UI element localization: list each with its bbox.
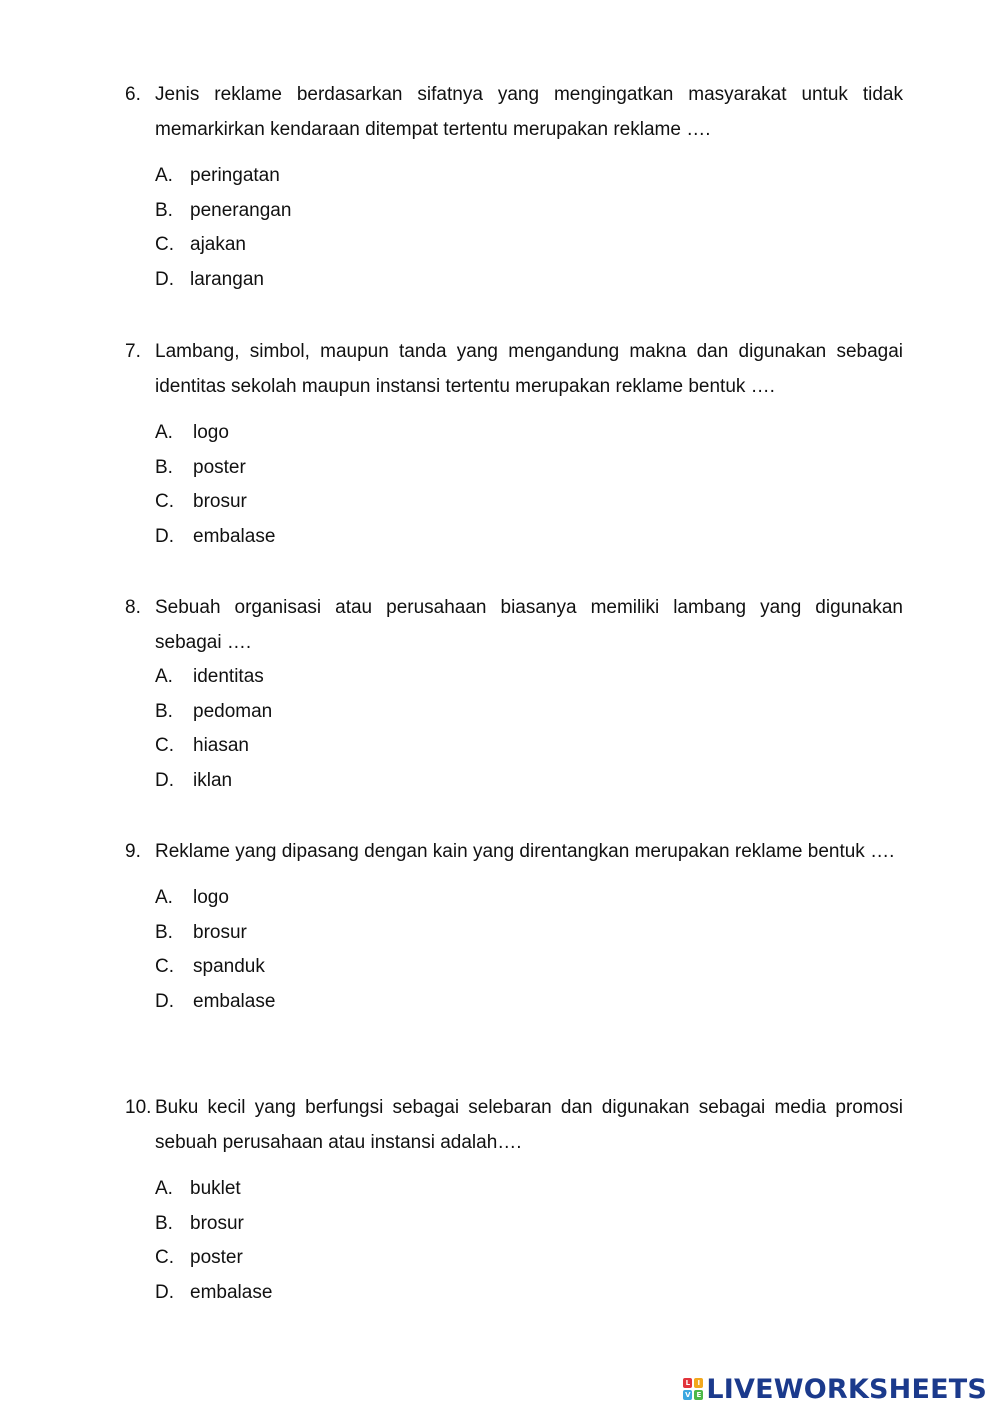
question-10 bbox=[125, 1090, 903, 1311]
option-b[interactable] bbox=[155, 1207, 903, 1242]
option-letter: A. bbox=[155, 422, 173, 443]
option-letter: A. bbox=[155, 1178, 173, 1199]
option-c[interactable] bbox=[155, 1241, 903, 1276]
question-6 bbox=[125, 77, 903, 298]
answer-options bbox=[155, 416, 903, 555]
question-number: 8. bbox=[125, 597, 141, 618]
option-b[interactable] bbox=[155, 194, 903, 229]
option-text: poster bbox=[190, 1247, 243, 1269]
option-b[interactable] bbox=[155, 451, 903, 486]
option-letter: B. bbox=[155, 1212, 173, 1234]
option-a[interactable] bbox=[155, 416, 903, 451]
logo-tile-e: E bbox=[694, 1390, 703, 1400]
option-c[interactable] bbox=[155, 729, 903, 764]
question-text: Sebuah organisasi atau perusahaan biasanya memiliki lambang yang digunakan sebagai …. bbox=[155, 597, 903, 653]
question-number: 9. bbox=[125, 841, 141, 862]
brand-name: LIVEWORKSHEETS bbox=[706, 1373, 987, 1405]
option-letter: B. bbox=[155, 921, 173, 943]
option-text: hiasan bbox=[193, 735, 249, 757]
option-text: penerangan bbox=[190, 199, 292, 221]
option-d[interactable] bbox=[155, 263, 903, 298]
option-letter: A. bbox=[155, 165, 173, 186]
option-text: embalase bbox=[190, 1282, 273, 1304]
question-text: Reklame yang dipasang dengan kain yang direntangkan merupakan reklame bentuk …. bbox=[155, 841, 895, 862]
option-c[interactable] bbox=[155, 485, 903, 520]
question-8 bbox=[125, 590, 903, 799]
option-letter: D. bbox=[155, 1282, 174, 1304]
option-letter: A. bbox=[155, 666, 173, 687]
option-b[interactable] bbox=[155, 916, 903, 951]
option-letter: C. bbox=[155, 234, 174, 256]
logo-tile-l: L bbox=[683, 1378, 692, 1388]
question-text: Buku kecil yang berfungsi sebagai selebaran dan digunakan sebagai media promosi sebuah perusahaan atau instansi adalah…. bbox=[155, 1097, 903, 1153]
option-b[interactable] bbox=[155, 695, 903, 730]
question-text: Lambang, simbol, maupun tanda yang mengandung makna dan digunakan sebagai identitas sekolah maupun instansi tertentu merupakan reklame bentuk …. bbox=[155, 341, 903, 397]
option-letter: A. bbox=[155, 887, 173, 908]
option-letter: B. bbox=[155, 456, 173, 478]
option-text: poster bbox=[193, 456, 246, 478]
option-letter: C. bbox=[155, 491, 174, 513]
option-c[interactable] bbox=[155, 950, 903, 985]
option-letter: D. bbox=[155, 991, 174, 1013]
option-text: embalase bbox=[193, 526, 276, 548]
liveworksheets-logo-icon bbox=[683, 1378, 703, 1400]
option-text: larangan bbox=[190, 269, 264, 291]
option-a[interactable] bbox=[155, 1172, 903, 1207]
option-text: brosur bbox=[193, 921, 247, 943]
option-text: brosur bbox=[190, 1212, 244, 1234]
option-a[interactable] bbox=[155, 159, 903, 194]
option-letter: D. bbox=[155, 770, 174, 792]
option-letter: B. bbox=[155, 199, 173, 221]
option-letter: C. bbox=[155, 735, 174, 757]
option-letter: B. bbox=[155, 700, 173, 722]
answer-options bbox=[155, 660, 903, 799]
answer-options bbox=[155, 1172, 903, 1311]
option-text: brosur bbox=[193, 491, 247, 513]
question-number: 10. bbox=[125, 1097, 152, 1118]
logo-tile-v: V bbox=[685, 1391, 691, 1399]
answer-options bbox=[155, 881, 903, 1020]
question-text: Jenis reklame berdasarkan sifatnya yang mengingatkan masyarakat untuk tidak memarkirkan kendaraan ditempat tertentu merupakan reklame …. bbox=[155, 84, 903, 140]
option-text: pedoman bbox=[193, 700, 273, 722]
option-text: logo bbox=[193, 422, 229, 443]
option-text: identitas bbox=[193, 666, 264, 687]
option-letter: D. bbox=[155, 526, 174, 548]
option-d[interactable] bbox=[155, 1276, 903, 1311]
option-a[interactable] bbox=[155, 881, 903, 916]
question-7 bbox=[125, 334, 903, 555]
option-d[interactable] bbox=[155, 764, 903, 799]
option-d[interactable] bbox=[155, 520, 903, 555]
question-number: 7. bbox=[125, 341, 141, 362]
option-a[interactable] bbox=[155, 660, 903, 695]
option-letter: C. bbox=[155, 1247, 174, 1269]
option-text: peringatan bbox=[190, 165, 280, 186]
option-text: embalase bbox=[193, 991, 276, 1013]
option-text: ajakan bbox=[190, 234, 246, 256]
answer-options bbox=[155, 159, 903, 298]
option-letter: D. bbox=[155, 269, 174, 291]
option-text: logo bbox=[193, 887, 229, 908]
option-text: iklan bbox=[193, 770, 233, 792]
question-number: 6. bbox=[125, 84, 141, 105]
question-9 bbox=[125, 834, 903, 1020]
option-letter: C. bbox=[155, 956, 174, 978]
liveworksheets-brand bbox=[683, 1374, 987, 1404]
logo-tile-i: I bbox=[694, 1378, 703, 1388]
option-text: spanduk bbox=[193, 956, 265, 978]
option-c[interactable] bbox=[155, 228, 903, 263]
option-text: buklet bbox=[190, 1178, 241, 1199]
option-d[interactable] bbox=[155, 985, 903, 1020]
